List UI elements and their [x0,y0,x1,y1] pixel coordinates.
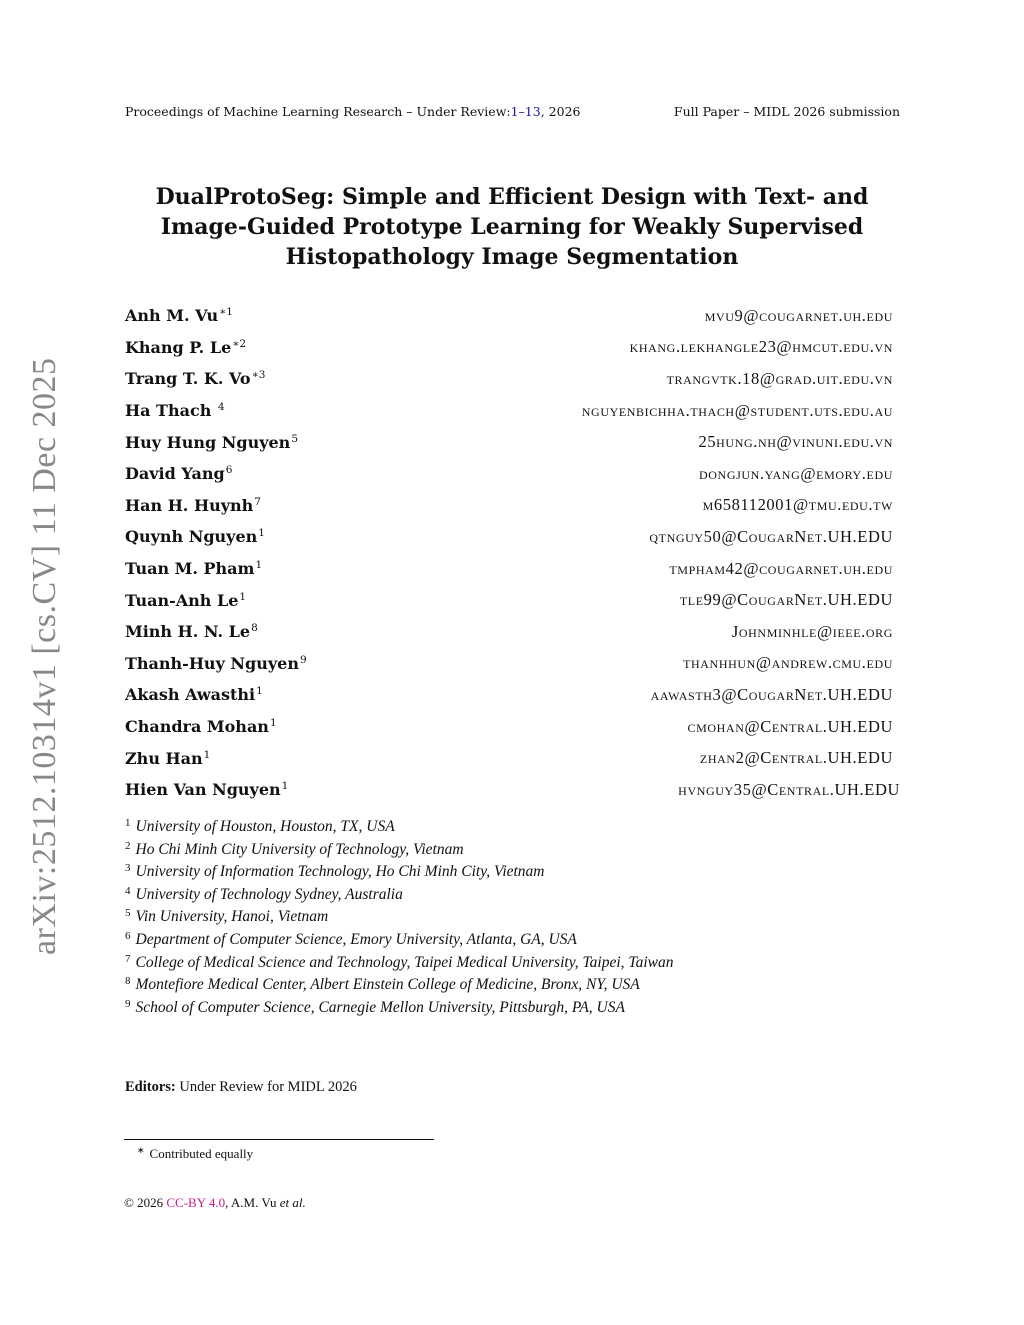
author-name: Tuan-Anh Le$^1$ [125,590,247,610]
affiliation-number: 5 [125,907,131,920]
author-name: Quynh Nguyen$^1$ [125,527,265,547]
author-email: mvu9@cougarnet.uh.edu [704,305,893,325]
copyright-etal: et al. [279,1195,306,1210]
footnote [137,1145,253,1162]
affiliation-number: 6 [125,929,131,942]
author-affiliation-marker: 1 [256,685,263,698]
author-name: Minh H. N. Le$^8$ [125,622,258,642]
affiliation-item [125,975,674,998]
affiliation-text: University of Technology Sydney, Australia [135,885,403,903]
author-affiliation-marker: 1 [269,717,277,730]
header-year-text: , 2026 [540,104,581,119]
footnote-mark: ∗ [137,1145,145,1155]
footnote-divider [124,1139,434,1140]
affiliation-text: Vin University, Hanoi, Vietnam [135,908,329,926]
author-name: Huy Hung Nguyen$^5$ [125,432,298,452]
affiliation-text: Ho Chi Minh City University of Technology, Vietnam [135,840,464,858]
author-affiliation-marker: 1 [203,748,211,761]
author-email: zhan2@Central.UH.EDU [699,748,893,768]
affiliation-number: 7 [125,952,131,965]
affiliation-number: 8 [125,975,131,988]
author-name: Tuan M. Pham$^1$ [125,559,263,579]
author-row [125,553,900,585]
affiliation-text: University of Information Technology, Ho Chi Minh City, Vietnam [135,863,545,881]
author-name: Akash Awasthi$^1$ [125,685,263,705]
author-name: Hien Van Nguyen$^1$ [125,780,289,800]
author-row [125,426,900,458]
author-affiliation-marker: ∗2 [232,337,247,350]
author-row [125,584,900,616]
affiliation-number: 4 [125,884,131,897]
author-name: Han H. Huynh$^7$ [125,495,261,515]
author-affiliation-marker: 9 [299,653,307,666]
author-email: khang.lekhangle23@hmcut.edu.vn [629,337,893,357]
affiliation-number: 3 [125,862,131,875]
running-header-left [125,104,580,119]
copyright-prefix: © 2026 [124,1195,167,1210]
author-row [125,395,900,427]
affiliation-item [125,862,674,885]
running-header-right: Full Paper – MIDL 2026 submission [673,104,900,119]
author-email: hvnguy35@Central.UH.EDU [678,779,900,799]
affiliation-text: Montefiore Medical Center, Albert Einstein College of Medicine, Bronx, NY, USA [135,976,640,994]
author-affiliation-marker: 1 [255,559,263,572]
author-list [125,300,900,806]
author-row [125,679,900,711]
author-email: qtnguy50@CougarNet.UH.EDU [649,526,893,546]
author-email: nguyenbichha.thach@student.uts.edu.au [581,400,893,420]
author-row [125,363,900,395]
affiliation-item [125,840,674,863]
author-affiliation-marker: 1 [239,590,247,603]
affiliation-list [125,817,674,1020]
title-line-3: Histopathology Image Segmentation [285,244,739,270]
license-link[interactable]: CC-BY 4.0 [166,1195,226,1210]
author-email: cmohan@Central.UH.EDU [687,716,893,736]
affiliation-item [125,930,674,953]
author-row [125,490,900,522]
author-email: m658112001@tmu.edu.tw [702,495,893,515]
author-row [125,521,900,553]
author-email: tmpham42@cougarnet.uh.edu [669,558,893,578]
author-affiliation-marker: 8 [251,622,258,635]
author-affiliation-marker: 7 [254,495,261,508]
title-line-1: DualProtoSeg: Simple and Efficient Design with Text- and [155,184,869,210]
author-email: 25hung.nh@vinuni.edu.vn [698,432,893,452]
header-proceedings-text: Proceedings of Machine Learning Research – Under Review: [125,104,511,119]
affiliation-text: School of Computer Science, Carnegie Mellon University, Pittsburgh, PA, USA [135,998,625,1016]
author-row [125,648,900,680]
affiliation-number: 9 [125,997,131,1010]
author-name: Chandra Mohan$^1$ [125,717,277,737]
affiliation-text: Department of Computer Science, Emory University, Atlanta, GA, USA [135,930,577,948]
editors-text: Under Review for MIDL 2026 [175,1079,357,1095]
title-line-2: Image-Guided Prototype Learning for Weakly Supervised [160,214,864,240]
author-affiliation-marker: 4 [217,401,225,414]
copyright-author: , A.M. Vu [225,1195,280,1210]
author-affiliation-marker: 1 [258,527,265,540]
author-name: Thanh-Huy Nguyen$^9$ [125,653,307,673]
author-name: Anh M. $Vu^{∗1}$ [125,306,233,326]
editors-line [125,1079,357,1096]
editors-label: Editors: [125,1079,176,1095]
affiliation-text: University of Houston, Houston, TX, USA [135,818,395,835]
author-row [125,616,900,648]
author-row [125,332,900,364]
author-affiliation-marker: 6 [225,464,233,477]
author-affiliation-marker: 5 [291,432,298,445]
author-email: trangvtk.18@grad.uit.edu.vn [666,368,893,388]
affiliation-number: 1 [125,817,131,829]
author-affiliation-marker: ∗3 [251,369,266,382]
paper-title [112,182,912,272]
author-name: Khang P. $Le^{∗2}$ [125,337,247,357]
copyright-line [124,1195,306,1211]
author-email: aawasth3@CougarNet.UH.EDU [650,684,893,704]
author-row [125,774,900,806]
affiliation-item [125,953,674,976]
author-email: Johnminhle@ieee.org [731,621,893,641]
author-email: tle99@CougarNet.UH.EDU [679,590,893,610]
author-email: dongjun.yang@emory.edu [699,463,893,483]
author-row [125,742,900,774]
affiliation-item [125,817,674,840]
author-name: Trang T. K. $Vo^{∗3}$ [125,369,266,389]
author-row [125,458,900,490]
affiliation-item [125,907,674,930]
arxiv-identifier-stamp: arXiv:2512.10314v1 [cs.CV] 11 Dec 2025 [26,357,63,955]
affiliation-item [125,885,674,908]
author-row [125,711,900,743]
author-name: David Yang$^6$ [125,464,233,484]
author-name: Zhu Han$^1$ [125,748,211,768]
header-pages-link[interactable]: 1–13 [510,104,541,119]
affiliation-item [125,998,674,1021]
affiliation-number: 2 [125,839,131,852]
author-row [125,300,900,332]
author-name: Ha Thach $^4$ [125,401,225,421]
author-email: thanhhun@andrew.cmu.edu [683,653,893,673]
footnote-text: Contributed equally [149,1146,254,1161]
author-affiliation-marker: ∗1 [219,306,233,319]
affiliation-text: College of Medical Science and Technology, Taipei Medical University, Taipei, Taiwan [135,953,674,971]
author-affiliation-marker: 1 [281,780,289,793]
